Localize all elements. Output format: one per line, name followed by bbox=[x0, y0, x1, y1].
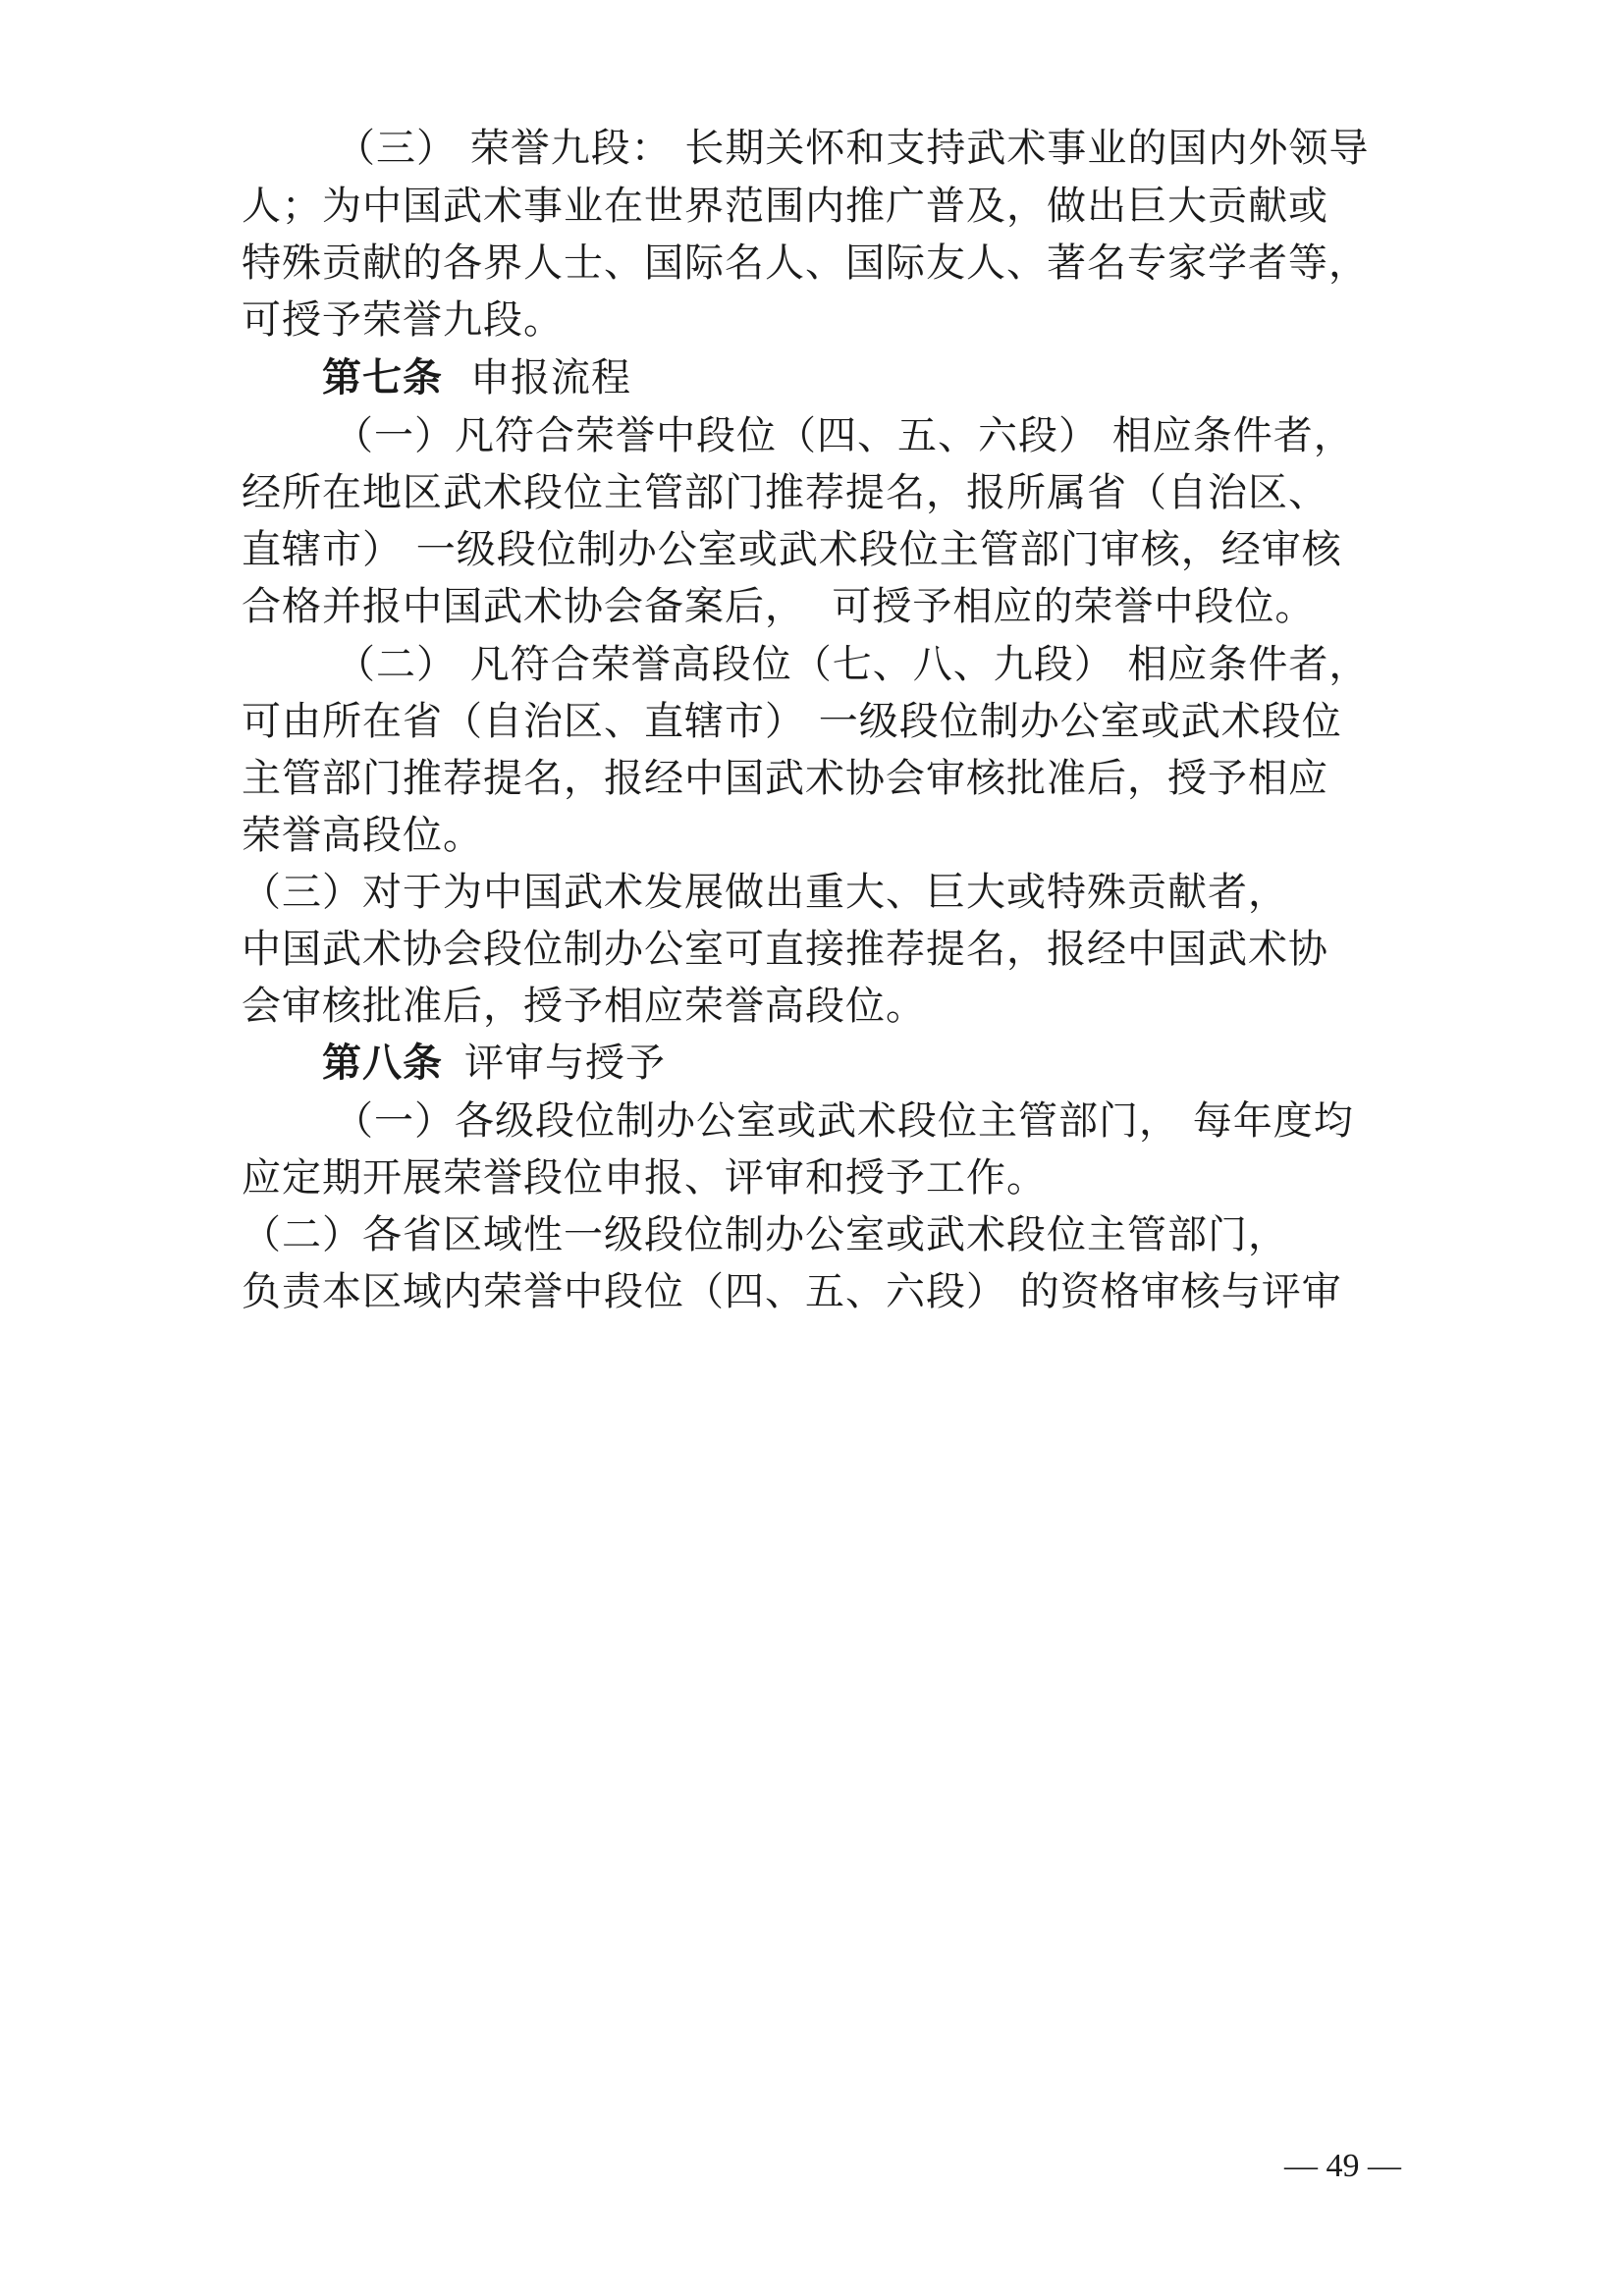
text-line: 人；为中国武术事业在世界范围内推广普及，做出巨大贡献或 bbox=[242, 184, 1328, 229]
text-line: （一）各级段位制办公室或武术段位主管部门， 每年度均 bbox=[334, 1098, 1354, 1144]
text-line: 应定期开展荣誉段位申报、评审和授予工作。 bbox=[242, 1155, 1047, 1201]
text-line: 荣誉高段位。 bbox=[242, 813, 483, 858]
text-line: （三） 荣誉九段： 长期关怀和支持武术事业的国内外领导 bbox=[336, 126, 1370, 171]
text-line: 可由所在省（自治区、直辖市） 一级段位制办公室或武术段位 bbox=[242, 699, 1342, 744]
text-line: （一）凡符合荣誉中段位（四、五、六段） 相应条件者， bbox=[334, 413, 1354, 458]
text-line: 会审核批准后，授予相应荣誉高段位。 bbox=[242, 984, 926, 1029]
text-line: 直辖市） 一级段位制办公室或武术段位主管部门审核，经审核 bbox=[242, 527, 1342, 572]
text-line: （二） 凡符合荣誉高段位（七、八、九段） 相应条件者， bbox=[336, 642, 1370, 687]
text-line: 经所在地区武术段位主管部门推荐提名，报所属省（自治区、 bbox=[242, 470, 1328, 515]
article-title: 评审与授予 bbox=[464, 1041, 666, 1086]
text-line: 中国武术协会段位制办公室可直接推荐提名，报经中国武术协 bbox=[242, 927, 1328, 972]
article-heading bbox=[322, 1041, 666, 1086]
page-number: — 49 — bbox=[1284, 2148, 1401, 2184]
text-line: 合格并报中国武术协会备案后， 可授予相应的荣誉中段位。 bbox=[242, 584, 1316, 629]
text-line: （二）各省区域性一级段位制办公室或武术段位主管部门， bbox=[242, 1212, 1288, 1257]
text-line: 特殊贡献的各界人士、国际名人、国际友人、著名专家学者等， bbox=[242, 240, 1369, 286]
text-line: 可授予荣誉九段。 bbox=[242, 297, 564, 343]
text-line: 负责本区域内荣誉中段位（四、五、六段） 的资格审核与评审 bbox=[242, 1269, 1342, 1314]
article-title: 申报流程 bbox=[470, 355, 631, 400]
article-number: 第七条 bbox=[322, 355, 443, 400]
text-line: （三）对于为中国武术发展做出重大、巨大或特殊贡献者， bbox=[242, 870, 1288, 915]
article-number: 第八条 bbox=[322, 1041, 443, 1086]
text-line: 主管部门推荐提名，报经中国武术协会审核批准后，授予相应 bbox=[242, 756, 1328, 801]
article-heading bbox=[322, 355, 631, 400]
